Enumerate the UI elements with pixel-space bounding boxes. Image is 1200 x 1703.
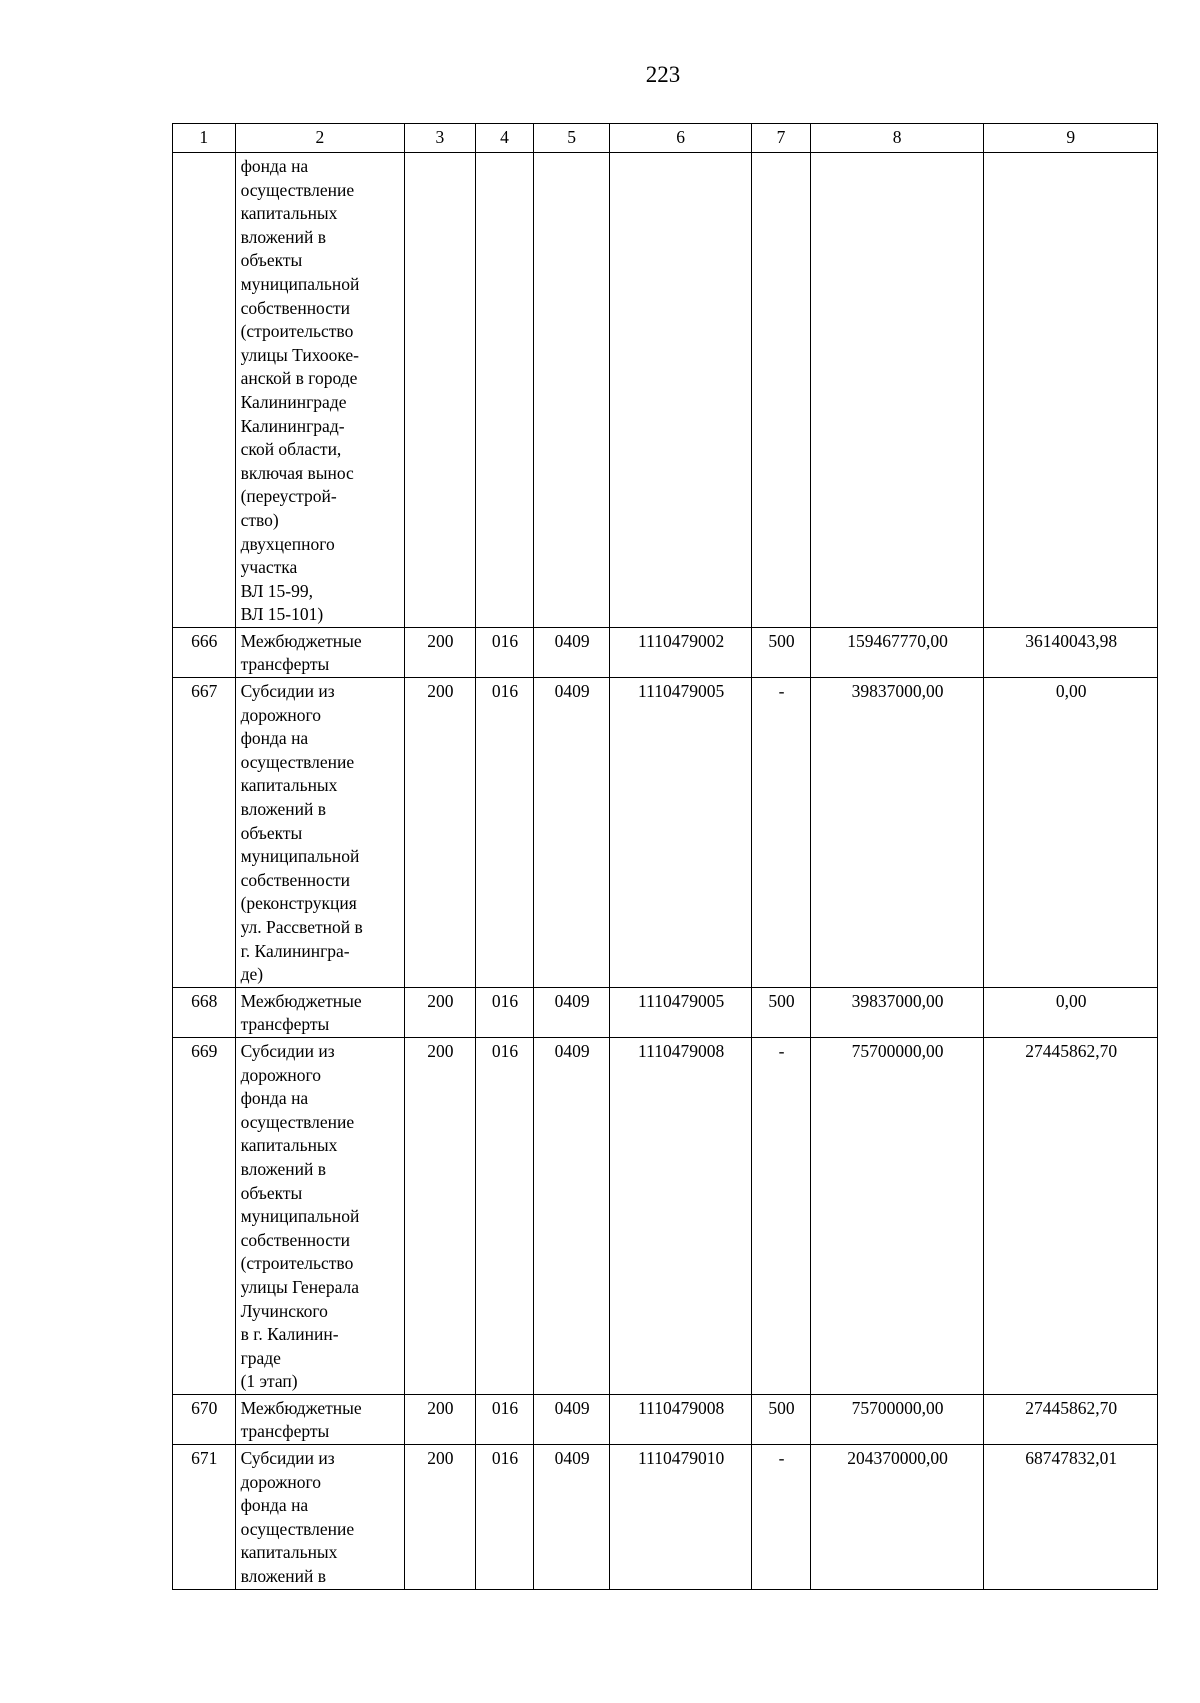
code-7-cell: 500 (752, 627, 811, 677)
description-line: фонда на (240, 156, 309, 176)
code-4-cell: 016 (475, 1445, 534, 1590)
description-line: ул. Рассветной в (240, 917, 363, 937)
code-6-cell: 1110479008 (609, 1037, 751, 1394)
description-line: муниципальной (240, 846, 360, 867)
description-line: анской в городе (240, 368, 358, 389)
code-3-cell (405, 153, 476, 628)
description-line: осуществление (240, 179, 355, 200)
code-3-cell: 200 (405, 627, 476, 677)
amount-8-cell: 75700000,00 (810, 1394, 984, 1444)
code-7-cell (752, 153, 811, 628)
table-row (173, 627, 1158, 677)
description-line: осуществление (240, 1111, 355, 1132)
description-cell (235, 987, 405, 1037)
description-line: осуществление (240, 1518, 355, 1539)
page-number: 223 (645, 62, 681, 87)
code-6-cell: 1110479002 (609, 627, 751, 677)
description-line: Межбюджетные (240, 990, 362, 1011)
code-6-cell: 1110479005 (609, 678, 751, 988)
table-row (173, 987, 1158, 1037)
description-line: участка (240, 557, 298, 578)
table-row (173, 1037, 1158, 1394)
code-5-cell: 0409 (534, 1037, 610, 1394)
description-cell (235, 627, 405, 677)
description-line: (строительство (240, 321, 354, 342)
row-number-cell: 668 (173, 987, 236, 1037)
description-line: собственности (240, 869, 351, 890)
description-line: (переустрой- (240, 486, 337, 507)
description-line: вложений в (240, 1158, 327, 1179)
amount-9-cell: 27445862,70 (984, 1037, 1158, 1394)
code-7-cell: 500 (752, 1394, 811, 1444)
code-3-cell: 200 (405, 678, 476, 988)
amount-9-cell: 0,00 (984, 987, 1158, 1037)
code-3-cell: 200 (405, 1445, 476, 1590)
description-line: фонда на (240, 728, 309, 749)
description-cell (235, 153, 405, 628)
description-line: де) (240, 964, 264, 985)
table-row (173, 1394, 1158, 1444)
description-line: трансферты (240, 1421, 330, 1442)
code-6-cell: 1110479005 (609, 987, 751, 1037)
description-line: (1 этап) (240, 1371, 298, 1392)
amount-9-cell: 36140043,98 (984, 627, 1158, 677)
description-line: капитальных (240, 775, 338, 796)
code-4-cell: 016 (475, 678, 534, 988)
description-line: осуществление (240, 751, 355, 772)
description-line: капитальных (240, 1135, 338, 1156)
description-line: Калининград- (240, 415, 345, 436)
description-line: дорожного (240, 704, 321, 725)
description-line: вложений в (240, 226, 327, 247)
code-7-cell: - (752, 678, 811, 988)
column-header: 1 (173, 124, 236, 153)
amount-8-cell (810, 153, 984, 628)
code-5-cell: 0409 (534, 1445, 610, 1590)
column-header: 4 (475, 124, 534, 153)
description-line: муниципальной (240, 273, 360, 294)
description-line: ВЛ 15-101) (240, 604, 324, 625)
description-line: фонда на (240, 1495, 309, 1516)
amount-8-cell: 39837000,00 (810, 987, 984, 1037)
table-row (173, 1445, 1158, 1590)
description-line: собственности (240, 1229, 351, 1250)
description-line: двухцепного (240, 533, 335, 554)
column-header: 5 (534, 124, 610, 153)
code-5-cell: 0409 (534, 987, 610, 1037)
description-line: капитальных (240, 203, 338, 224)
description-line: Субсидии из (240, 681, 335, 702)
amount-8-cell: 159467770,00 (810, 627, 984, 677)
amount-9-cell (984, 153, 1158, 628)
description-cell (235, 1394, 405, 1444)
description-line: объекты (240, 250, 303, 271)
table-row (173, 678, 1158, 988)
description-line: улицы Тихооке- (240, 344, 360, 365)
column-header: 3 (405, 124, 476, 153)
amount-8-cell: 39837000,00 (810, 678, 984, 988)
description-line: в г. Калинин- (240, 1324, 339, 1345)
description-line: (реконструкция (240, 893, 357, 914)
row-number-cell: 671 (173, 1445, 236, 1590)
description-line: Субсидии из (240, 1040, 335, 1061)
description-line: трансферты (240, 1014, 330, 1035)
description-line: трансферты (240, 654, 330, 675)
amount-9-cell: 0,00 (984, 678, 1158, 988)
description-cell (235, 1037, 405, 1394)
description-line: объекты (240, 822, 303, 843)
amount-8-cell: 204370000,00 (810, 1445, 984, 1590)
code-7-cell: - (752, 1445, 811, 1590)
description-line: фонда на (240, 1088, 309, 1109)
code-5-cell: 0409 (534, 1394, 610, 1444)
table-body (173, 153, 1158, 1590)
description-line: собственности (240, 297, 351, 318)
description-line: (строительство (240, 1253, 354, 1274)
description-line: г. Калинингра- (240, 940, 350, 961)
budget-table (172, 123, 1158, 1590)
amount-8-cell: 75700000,00 (810, 1037, 984, 1394)
code-4-cell: 016 (475, 987, 534, 1037)
description-line: Лучинского (240, 1300, 328, 1321)
row-number-cell: 666 (173, 627, 236, 677)
row-number-cell: 670 (173, 1394, 236, 1444)
column-header: 6 (609, 124, 751, 153)
row-number-cell: 667 (173, 678, 236, 988)
description-line: капитальных (240, 1542, 338, 1563)
code-5-cell: 0409 (534, 678, 610, 988)
table-header (173, 124, 1158, 153)
code-6-cell: 1110479008 (609, 1394, 751, 1444)
description-line: включая вынос (240, 462, 354, 483)
code-7-cell: 500 (752, 987, 811, 1037)
row-number-cell (173, 153, 236, 628)
column-header: 9 (984, 124, 1158, 153)
code-5-cell (534, 153, 610, 628)
description-line: ВЛ 15-99, (240, 580, 314, 601)
code-5-cell: 0409 (534, 627, 610, 677)
description-line: Межбюджетные (240, 630, 362, 651)
table-row (173, 153, 1158, 628)
description-line: улицы Генерала (240, 1276, 359, 1297)
column-header: 8 (810, 124, 984, 153)
description-line: граде (240, 1347, 281, 1368)
description-line: объекты (240, 1182, 303, 1203)
description-line: дорожного (240, 1471, 321, 1492)
code-4-cell: 016 (475, 1394, 534, 1444)
description-line: Калининграде (240, 391, 347, 412)
code-3-cell: 200 (405, 1037, 476, 1394)
description-line: муниципальной (240, 1206, 360, 1227)
amount-9-cell: 27445862,70 (984, 1394, 1158, 1444)
code-3-cell: 200 (405, 987, 476, 1037)
code-7-cell: - (752, 1037, 811, 1394)
description-line: дорожного (240, 1064, 321, 1085)
code-3-cell: 200 (405, 1394, 476, 1444)
description-line: вложений в (240, 799, 327, 820)
description-cell (235, 678, 405, 988)
column-header: 2 (235, 124, 405, 153)
amount-9-cell: 68747832,01 (984, 1445, 1158, 1590)
description-cell (235, 1445, 405, 1590)
code-4-cell: 016 (475, 1037, 534, 1394)
description-line: вложений в (240, 1566, 327, 1587)
code-6-cell (609, 153, 751, 628)
description-line: ской области, (240, 439, 342, 460)
description-line: Межбюджетные (240, 1397, 362, 1418)
code-4-cell (475, 153, 534, 628)
column-header: 7 (752, 124, 811, 153)
header-row (173, 124, 1158, 153)
row-number-cell: 669 (173, 1037, 236, 1394)
code-4-cell: 016 (475, 627, 534, 677)
description-line: Субсидии из (240, 1448, 335, 1469)
code-6-cell: 1110479010 (609, 1445, 751, 1590)
description-line: ство) (240, 509, 279, 530)
